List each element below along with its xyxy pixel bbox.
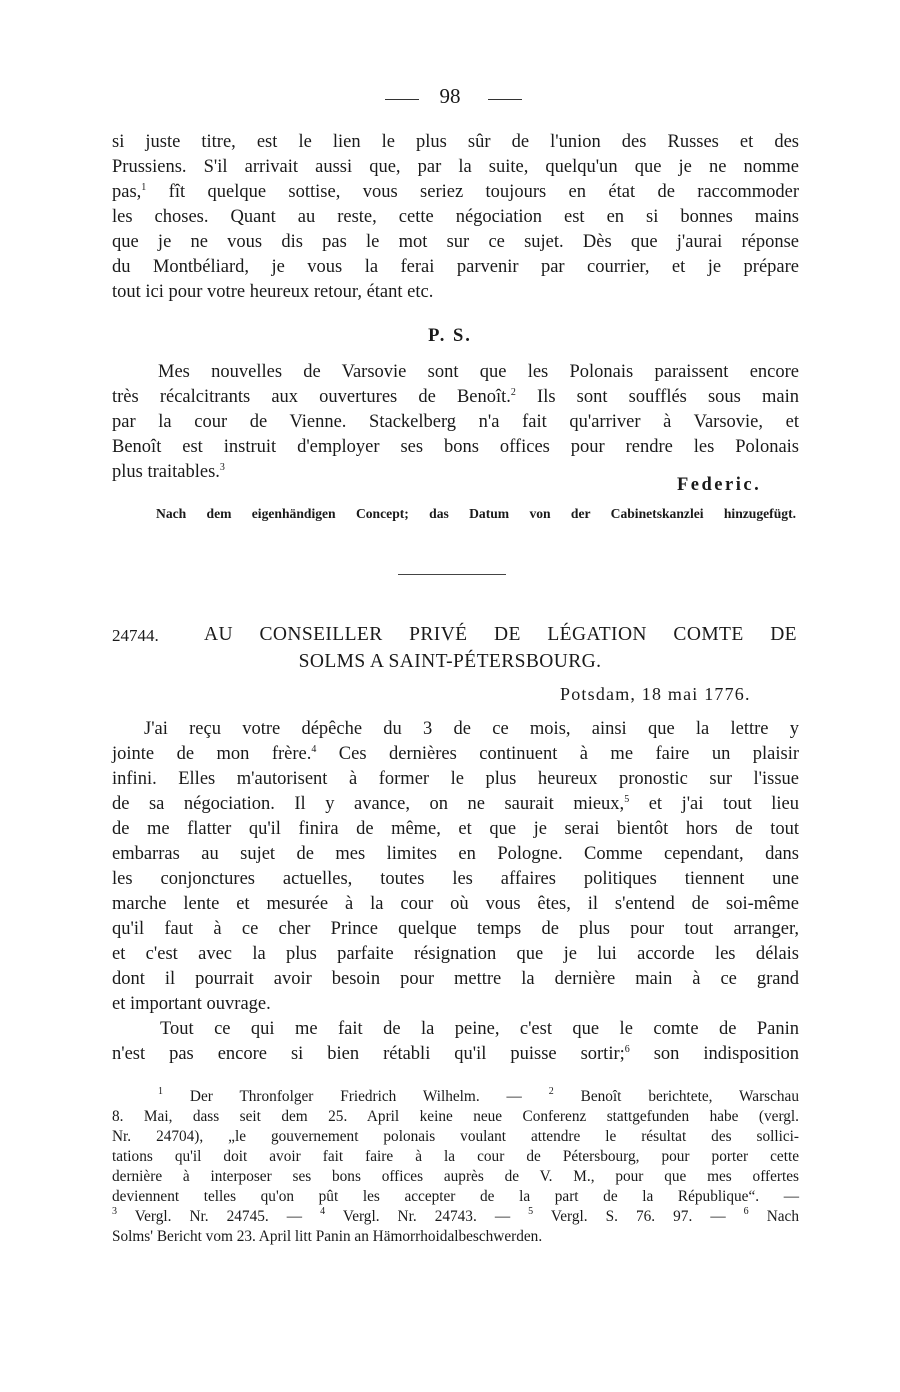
text-line: n'est pas encore si bien rétabli qu'il puisse sortir;$^6$ son indisposition [112, 1044, 799, 1064]
footnote-marker: 3 [219, 462, 225, 473]
footnote-marker: 6 [624, 1044, 630, 1055]
text-line: Prussiens. S'il arrivait aussi que, par la suite, quelqu'un que je ne nomme [112, 157, 799, 177]
text-line: embarras au sujet de mes limites en Pologne. Comme cependant, dans [112, 844, 799, 864]
text-line: les choses. Quant au reste, cette négociation est en si bonnes mains [112, 207, 799, 227]
place-and-date: Potsdam, 18 mai 1776. [560, 684, 751, 704]
text-line: Mes nouvelles de Varsovie sont que les Polonais paraissent encore [158, 362, 799, 382]
text-line: Tout ce qui me fait de la peine, c'est que le comte de Panin [160, 1019, 799, 1039]
folio-rule-right [488, 99, 522, 100]
text-line: très récalcitrants aux ouvertures de Benoît.$^2$ Ils sont soufflés sous main [112, 387, 799, 407]
footnote-line: tations qu'il doit avoir fait faire à la cour de Pétersbourg, pour porter cette [112, 1148, 799, 1165]
footnote-marker: 3 [112, 1206, 117, 1217]
page-number: 98 [439, 84, 461, 108]
text-line: J'ai reçu votre dépêche du 3 de ce mois, ainsi que la lettre y [144, 719, 799, 739]
text-line: de me flatter qu'il finira de même, et que je serai bientôt hors de tout [112, 819, 799, 839]
letter-heading-line-1: AU CONSEILLER PRIVÉ DE LÉGATION COMTE DE [204, 624, 797, 645]
footnote-line: 8. Mai, dass seit dem 25. April keine neue Conferenz stattgefunden habe (vergl. [112, 1108, 799, 1125]
footnote-marker: 1 [158, 1086, 163, 1097]
footnote-line: Nr. 24704), „le gouvernement polonais voulant attendre le résultat des sollici- [112, 1128, 799, 1145]
footnote-line: $^3$ Vergl. Nr. 24745. — $^4$ Vergl. Nr. 24743. — $^5$ Vergl. S. 76. 97. — $^6$ Nach [112, 1206, 799, 1225]
footnote-marker: 2 [548, 1086, 554, 1097]
postscript-heading: P. S. [428, 326, 472, 346]
text-line: jointe de mon frère.$^4$ Ces dernières continuent à me faire un plaisir [112, 744, 800, 764]
text-line: Benoît est instruit d'employer ses bons offices pour rendre les Polonais [112, 437, 799, 457]
footnote-marker: 5 [624, 794, 630, 805]
footnote-marker: 6 [743, 1206, 749, 1217]
text-line: par la cour de Vienne. Stackelberg n'a fait qu'arriver à Varsovie, et [112, 412, 799, 432]
text-line: qu'il faut à ce cher Prince quelque temps de plus pour tout arranger, [112, 919, 799, 939]
text-line: dont il pourrait avoir besoin pour mettre la dernière main à ce grand [112, 969, 799, 989]
footnote-marker: 2 [510, 387, 516, 398]
footnote-line: Solms' Bericht vom 23. April litt Panin an Hämorrhoidalbeschwerden. [112, 1228, 543, 1245]
text-line: plus traitables.$^3$ [112, 462, 225, 482]
letter-heading-line-2: SOLMS A SAINT-PÉTERSBOURG. [298, 651, 602, 672]
footnote-marker: 4 [320, 1206, 326, 1217]
text-line: que je ne vous dis pas le mot sur ce sujet. Dès que j'aurai réponse [112, 232, 799, 252]
text-line: tout ici pour votre heureux retour, étant etc. [112, 282, 434, 302]
section-separator [398, 574, 506, 575]
text-line: de sa négociation. Il y avance, on ne saurait mieux,$^5$ et j'ai tout lieu [112, 794, 799, 814]
footnote-marker: 5 [528, 1206, 534, 1217]
footnote-marker: 4 [311, 744, 317, 755]
signature: Federic. [677, 475, 762, 495]
text-line: et important ouvrage. [112, 994, 271, 1014]
footnote-line: deviennent telles qu'on pût les accepter de la part de la République“. — [112, 1188, 799, 1205]
text-line: infini. Elles m'autorisent à former le plus heureux pronostic sur l'issue [112, 769, 799, 789]
footnote-line: $^1$ Der Thronfolger Friedrich Wilhelm. — $^2$ Benoît berichtete, Warschau [158, 1086, 799, 1105]
text-line: marche lente et mesurée à la cour où vous êtes, il s'entend de soi-même [112, 894, 799, 914]
source-note: Nach dem eigenhändigen Concept; das Datum von der Cabinetskanzlei hinzugefügt. [156, 506, 796, 521]
text-line: et c'est avec la plus parfaite résignation que je lui accorde les délais [112, 944, 799, 964]
text-line: les conjonctures actuelles, toutes les affaires politiques tiennent une [112, 869, 799, 889]
footnote-marker: 1 [141, 182, 147, 193]
footnote-line: dernière à interposer ses bons offices auprès de V. M., pour que mes offertes [112, 1168, 799, 1185]
text-line: du Montbéliard, je vous la ferai parvenir par courrier, et je prépare [112, 257, 799, 277]
letter-number: 24744. [112, 626, 159, 645]
text-line: pas,$^1$ fît quelque sottise, vous seriez toujours en état de raccommoder [112, 182, 799, 202]
text-line: si juste titre, est le lien le plus sûr de l'union des Russes et des [112, 132, 799, 152]
